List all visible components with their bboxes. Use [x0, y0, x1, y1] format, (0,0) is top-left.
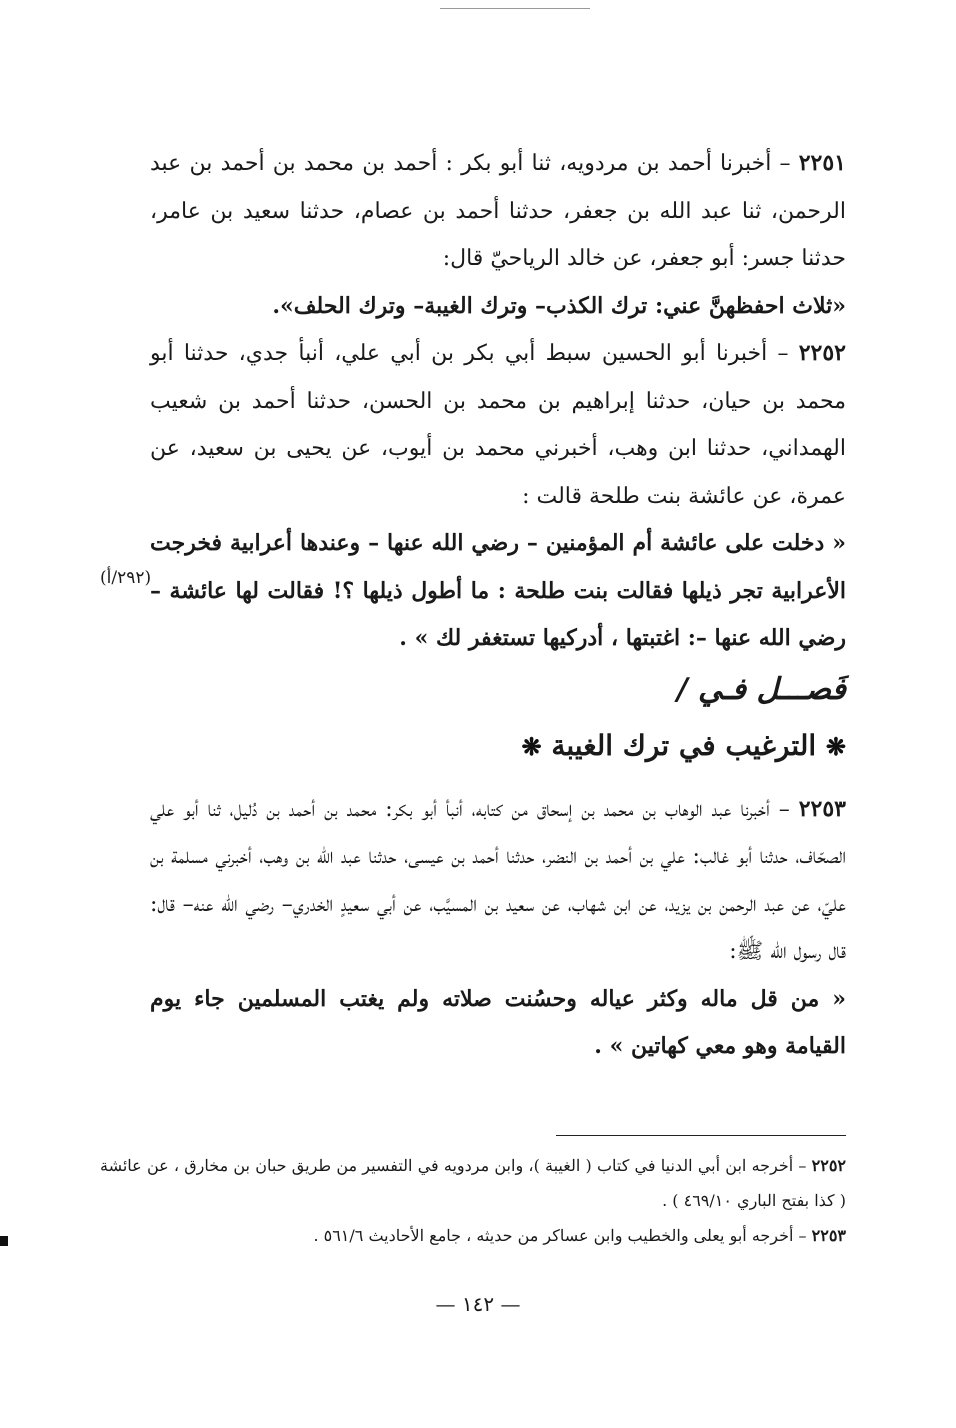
entry-quote: « من قل ماله وكثر عياله وحسُنت صلاته ولم يغتب المسلمين جاء يوم القيامة وهو معي كهاتين » .	[150, 985, 846, 1059]
top-rule	[440, 8, 590, 9]
footnote-text: – أخرجه ابن أبي الدنيا في كتاب ( الغيبة )، وابن مردويه في التفسير من طريق حبان بن مخارق ، عن عائشة ( كذا بفتح الباري ٤٦٩/١٠ ) .	[100, 1156, 846, 1210]
entry-number: ٢٢٥٢	[798, 340, 846, 366]
margin-folio-note: (٢٩٢/أ)	[100, 568, 152, 588]
footnote-2252	[100, 1148, 846, 1218]
footnote-text: – أخرجه أبو يعلى والخطيب وابن عساكر من حديثه ، جامع الأحاديث ٥٦١/٦ .	[313, 1226, 812, 1245]
entry-quote: «ثلاث احفظهنَّ عني: ترك الكذب– وترك الغيبة– وترك الحلف».	[272, 292, 846, 319]
entry-2253	[150, 786, 846, 976]
entry-2251	[150, 140, 846, 283]
section-title-text: الترغيب في ترك الغيبة	[551, 728, 817, 762]
entry-text: – أخبرنا أبو الحسين سبط أبي بكر بن أبي علي، أنبأ جدي، حدثنا أبو محمد بن حيان، حدثنا إبراهيم بن محمد بن الحسن، حدثنا أحمد بن شعيب الهمداني، حدثنا ابن وهب، أخبرني محمد بن أيوب، عن يحيى بن سعيد، عن عمرة، عن عائشة بنت طلحة قالت :	[150, 341, 846, 509]
footnote-number: ٢٢٥٣	[811, 1226, 846, 1245]
section-title	[150, 717, 846, 776]
main-text	[150, 140, 846, 1071]
footnotes	[100, 1148, 846, 1253]
footnote-number: ٢٢٥٢	[811, 1156, 847, 1175]
scan-edge-mark	[0, 1236, 8, 1246]
entry-number: ٢٢٥١	[798, 150, 846, 176]
star-ornament-icon: ❋	[521, 731, 542, 761]
entry-quote: « دخلت على عائشة أم المؤمنين – رضي الله عنها – وعندها أعرابية فخرجت الأعرابية تجر ذيلها فقالت بنت طلحة : ما أطول ذيلها ؟! فقالت لها عائشة – رضي الله عنها –: اغتبتها ، أدركيها تستغفر لك » .	[150, 530, 846, 651]
entry-number: ٢٢٥٣	[798, 795, 846, 822]
entry-2252	[150, 330, 846, 520]
star-ornament-icon: ❋	[825, 731, 846, 761]
entry-text: – أخبرنا عبد الوهاب بن محمد بن إسحاق من كتابه، أنبأ أبو بكر: محمد بن أحمد بن دُليل، ثنا أبو علي الصحّاف، حدثنا أبو غالب: علي بن أحمد بن النضر، حدثنا أحمد بن عيسى، حدثنا عبد الله بن وهب، أخبرني مسلمة بن عليّ، عن عبد الرحمن بن يزيد، عن ابن شهاب، عن سعيد بن المسيَّب، عن أبي سعيدٍ الخدري– رضي الله عنه– قال: قال رسول الله ﷺ:	[150, 796, 846, 964]
section-fasl-heading: فَصـــل فـي /	[676, 671, 846, 707]
footnote-divider	[556, 1135, 846, 1136]
entry-text: – أخبرنا أحمد بن مردويه، ثنا أبو بكر : أحمد بن محمد بن أحمد بن عبد الرحمن، ثنا عبد الله بن جعفر، حدثنا أحمد بن عصام، حدثنا سعيد بن عامر، حدثنا جسر: أبو جعفر، عن خالد الرياحيّ قال:	[150, 151, 846, 271]
page-number: — ١٤٢ —	[435, 1292, 521, 1316]
footnote-2253	[100, 1218, 846, 1253]
